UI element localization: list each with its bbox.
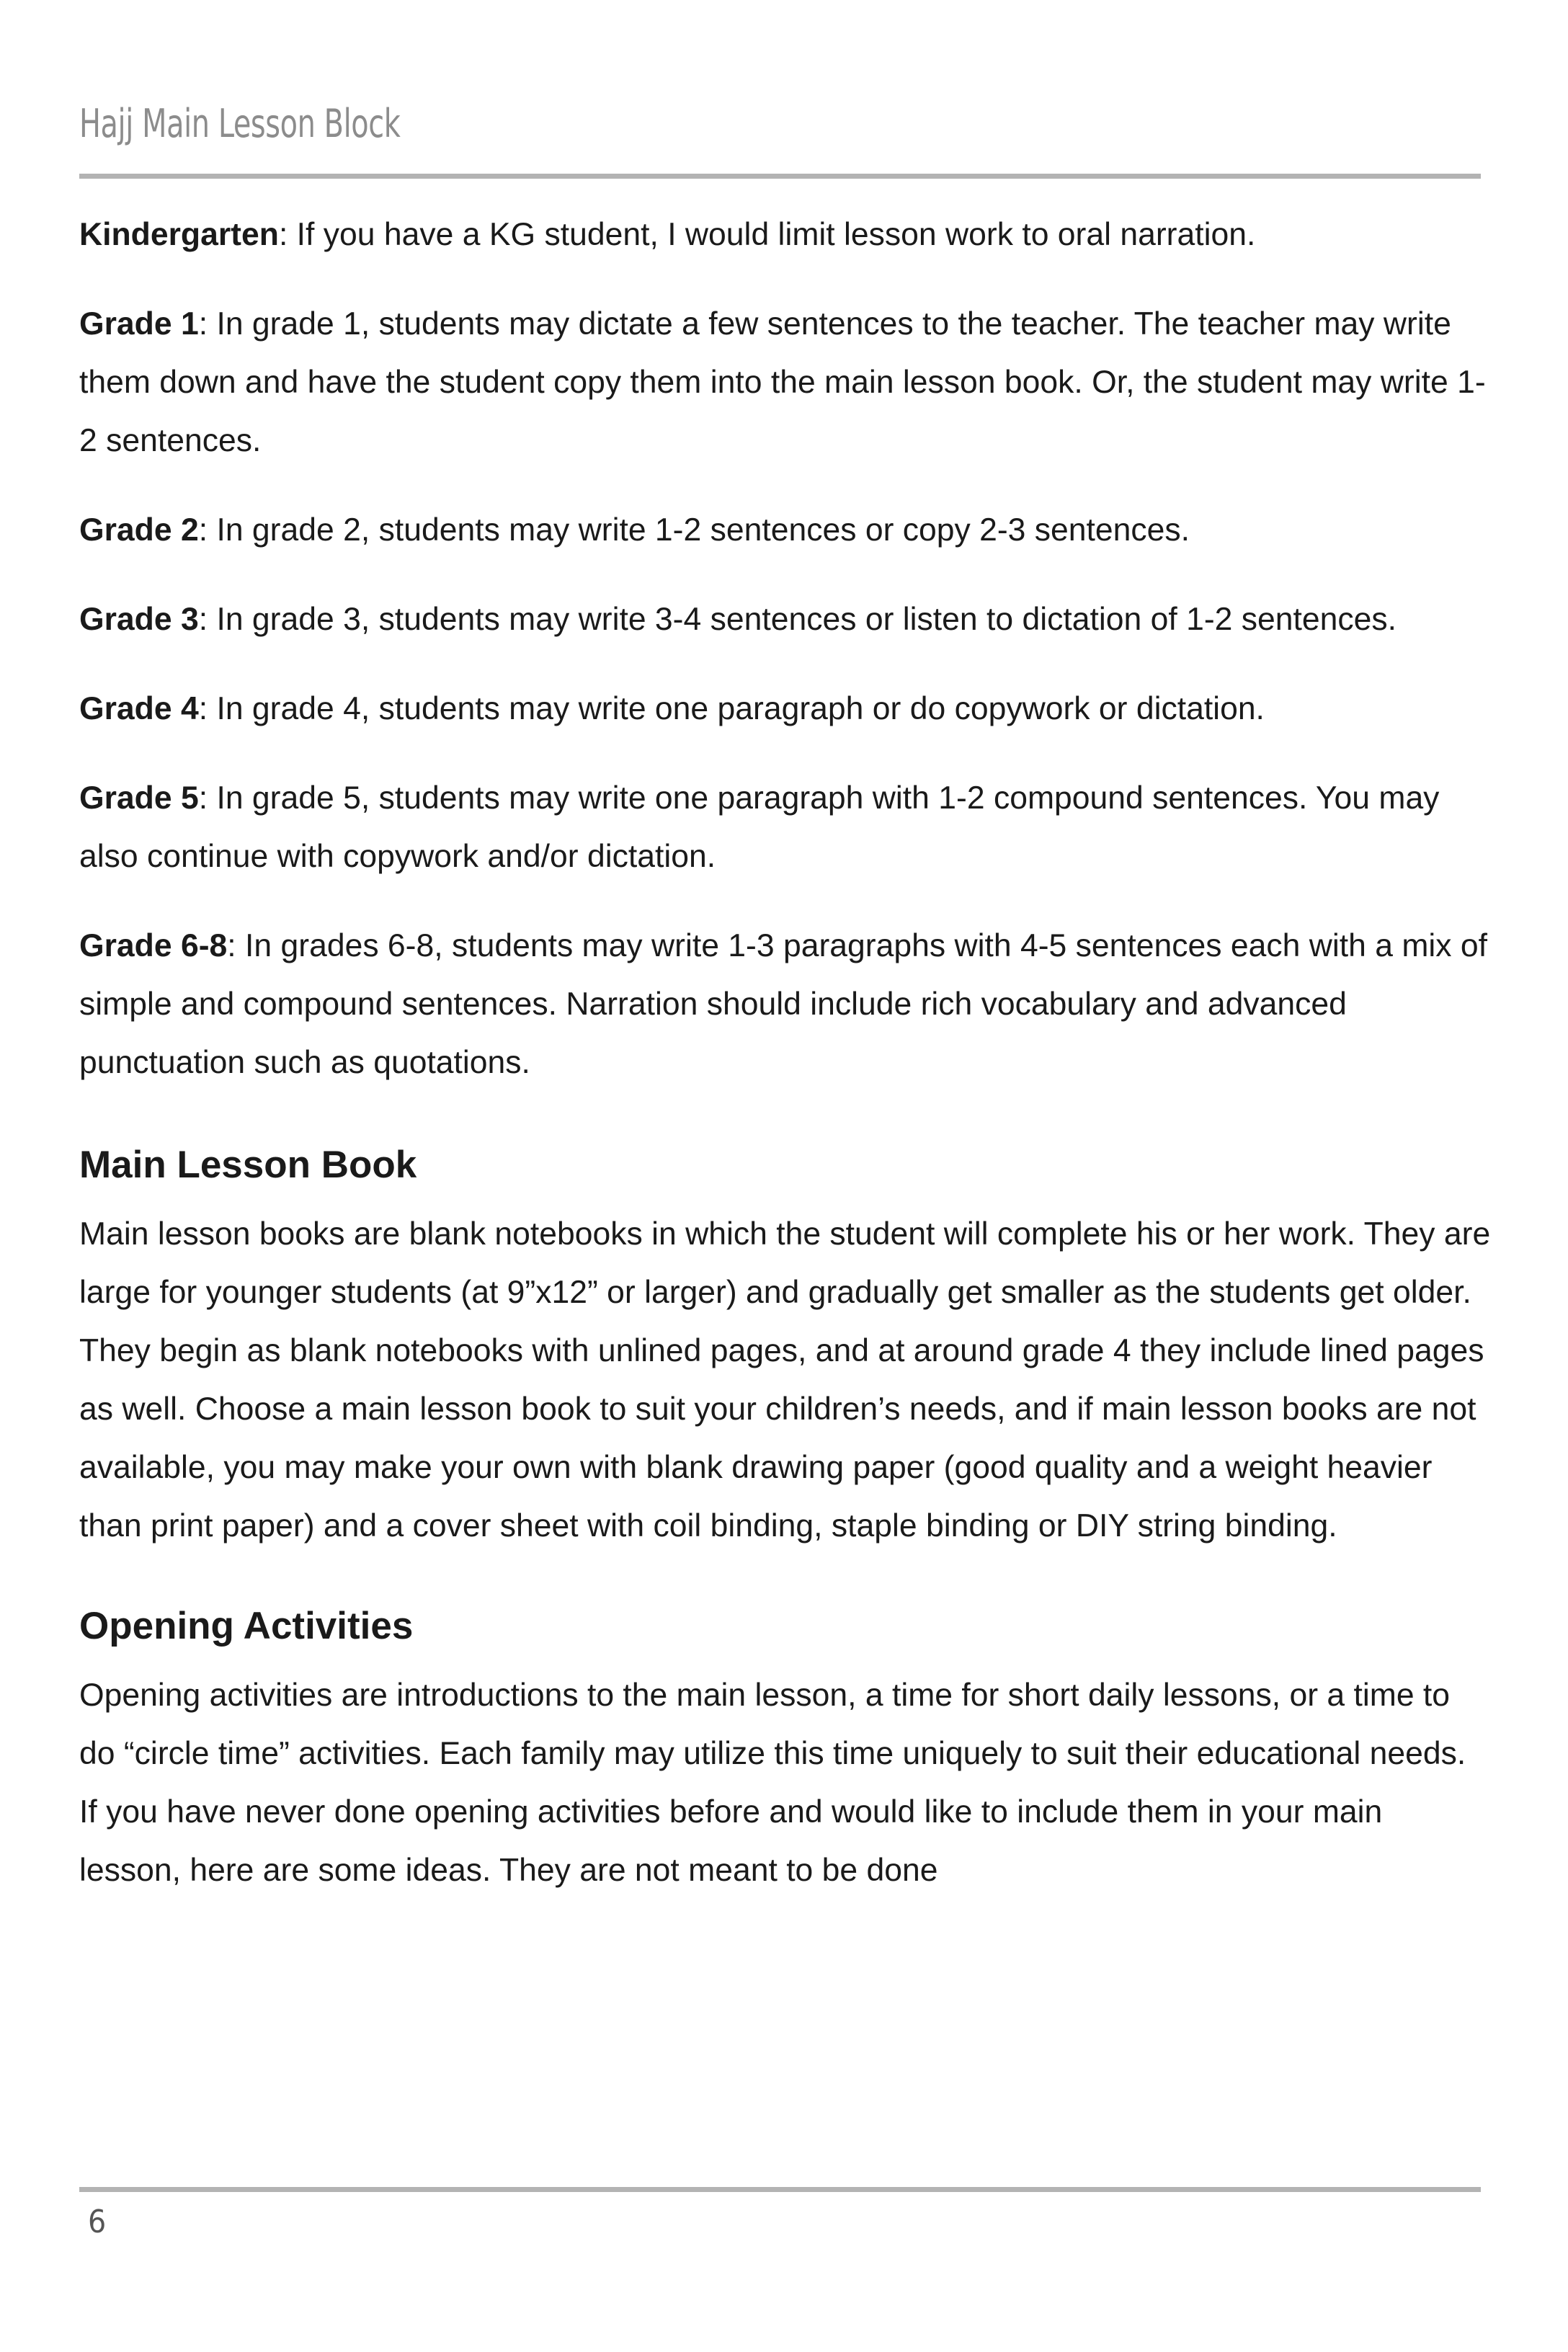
section-title-opening-activities: Opening Activities <box>79 1605 414 1647</box>
grade-text: : In grade 4, students may write one paragraph or do copywork or dictation. <box>198 691 1265 726</box>
grade-text: : In grade 5, students may write one paragraph with 1-2 compound sentences. You may also continue with copywork and/or dictation. <box>79 780 1440 874</box>
grade-label: Grade 2 <box>79 512 199 548</box>
grade-text: : In grade 3, students may write 3-4 sentences or listen to dictation of 1-2 sentences. <box>198 602 1396 637</box>
grade-3 <box>79 590 1492 649</box>
grade-5 <box>79 769 1492 886</box>
grade-label: Grade 3 <box>79 602 199 637</box>
grade-kindergarten <box>79 205 1492 264</box>
grade-label: Grade 6-8 <box>79 928 228 963</box>
grade-text: : If you have a KG student, I would limit lesson work to oral narration. <box>278 217 1256 252</box>
grade-text: : In grades 6-8, students may write 1-3 paragraphs with 4-5 sentences each with a mix of simple and compound sentences. Narration should include rich vocabulary and advanced punctuation such as quotations. <box>79 928 1488 1080</box>
grade-6-8 <box>79 917 1492 1092</box>
grade-label: Grade 4 <box>79 691 199 726</box>
opening-activities-body: Opening activities are introductions to the main lesson, a time for short daily lessons, or a time to do “circle time” activities. Each family may utilize this time uniquely to suit their educational needs. If you have never done opening activities before and would like to include them in your main lesson, here are some ideas. They are not meant to be done <box>79 1678 1466 1888</box>
grade-label: Kindergarten <box>79 217 279 252</box>
page-number: 6 <box>88 2204 107 2240</box>
grade-label: Grade 1 <box>79 306 199 342</box>
grade-1 <box>79 295 1492 470</box>
grade-2 <box>79 501 1492 559</box>
grade-text: : In grade 1, students may dictate a few sentences to the teacher. The teacher may write them down and have the student copy them into the main lesson book. Or, the student may write 1-2 sentences. <box>79 306 1486 458</box>
section-title-main-lesson-book: Main Lesson Book <box>79 1144 417 1186</box>
page-content <box>79 205 1492 1930</box>
footer-divider <box>79 2187 1481 2192</box>
grade-label: Grade 5 <box>79 780 199 816</box>
header-divider <box>79 174 1481 179</box>
grade-text: : In grade 2, students may write 1-2 sentences or copy 2-3 sentences. <box>198 512 1190 548</box>
grade-4 <box>79 680 1492 738</box>
page-header-title: Hajj Main Lesson Block <box>79 101 401 146</box>
main-lesson-book-body: Main lesson books are blank notebooks in which the student will complete his or her work. They are large for younger students (at 9”x12” or larger) and gradually get smaller as the students get older. They begin as blank notebooks with unlined pages, and at around grade 4 they include lined pages as well. Choose a main lesson book to suit your children’s needs, and if main lesson books are not available, you may make your own with blank drawing paper (good quality and a weight heavier than print paper) and a cover sheet with coil binding, staple binding or DIY string binding. <box>79 1216 1491 1544</box>
